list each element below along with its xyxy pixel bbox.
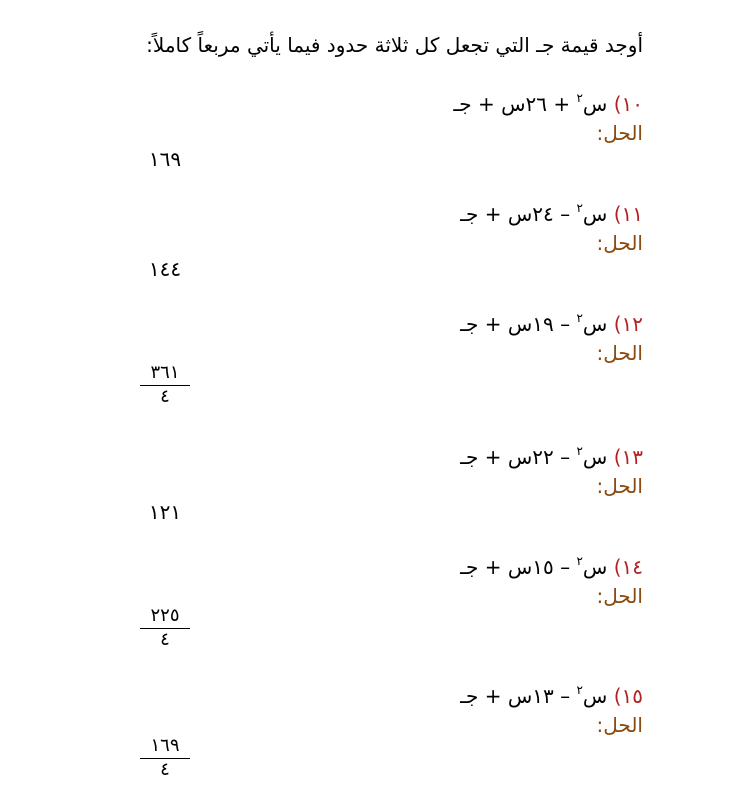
fraction-denominator: ٤ [160, 759, 170, 780]
solution-label: الحل: [596, 474, 643, 498]
solution-label: الحل: [596, 584, 643, 608]
exponent: ٢ [576, 311, 583, 325]
problem-12 [343, 310, 643, 365]
fraction-numerator: ٢٢٥ [140, 606, 190, 629]
problem-expression [343, 90, 643, 121]
problem-number: ١١) [613, 202, 643, 226]
problem-number: ١٤) [613, 555, 643, 579]
fraction-numerator: ١٦٩ [140, 736, 190, 759]
problem-expression [343, 443, 643, 474]
term-variable: س [582, 555, 608, 579]
exponent: ٢ [576, 683, 583, 697]
problem-14 [343, 553, 643, 608]
term-variable: س [582, 684, 608, 708]
fraction-denominator: ٤ [160, 386, 170, 407]
problem-expression [343, 682, 643, 713]
fraction-denominator: ٤ [160, 629, 170, 650]
problem-11 [343, 200, 643, 255]
solution-label: الحل: [596, 713, 643, 737]
answer-15-fraction [140, 736, 190, 781]
problem-number: ١٠) [613, 92, 643, 116]
term-rest: – ٢٤س + جـ [460, 202, 577, 226]
answer-10: ١٦٩ [148, 147, 182, 171]
problem-expression [343, 200, 643, 231]
term-variable: س [582, 202, 608, 226]
problem-10 [343, 90, 643, 145]
problem-expression [343, 310, 643, 341]
exponent: ٢ [576, 554, 583, 568]
term-variable: س [582, 312, 608, 336]
solution-label: الحل: [596, 121, 643, 145]
exponent: ٢ [576, 201, 583, 215]
problem-13 [343, 443, 643, 498]
fraction-numerator: ٣٦١ [140, 363, 190, 386]
answer-12-fraction [140, 363, 190, 408]
problem-15 [343, 682, 643, 737]
exponent: ٢ [576, 91, 583, 105]
problem-expression [343, 553, 643, 584]
term-variable: س [582, 445, 608, 469]
problem-number: ١٣) [613, 445, 643, 469]
answer-14-fraction [140, 606, 190, 651]
instruction-title: أوجد قيمة جـ التي تجعل كل ثلاثة حدود فيما يأتي مربعاً كاملاً: [146, 33, 643, 57]
problem-number: ١٢) [613, 312, 643, 336]
term-rest: – ١٥س + جـ [460, 555, 577, 579]
solution-label: الحل: [596, 231, 643, 255]
answer-13: ١٢١ [148, 500, 182, 524]
solution-label: الحل: [596, 341, 643, 365]
term-rest: – ١٣س + جـ [460, 684, 577, 708]
problem-number: ١٥) [613, 684, 643, 708]
term-rest: – ٢٢س + جـ [460, 445, 577, 469]
exponent: ٢ [576, 444, 583, 458]
answer-11: ١٤٤ [148, 257, 182, 281]
term-rest: + ٢٦س + جـ [453, 92, 577, 116]
term-rest: – ١٩س + جـ [460, 312, 577, 336]
term-variable: س [582, 92, 608, 116]
